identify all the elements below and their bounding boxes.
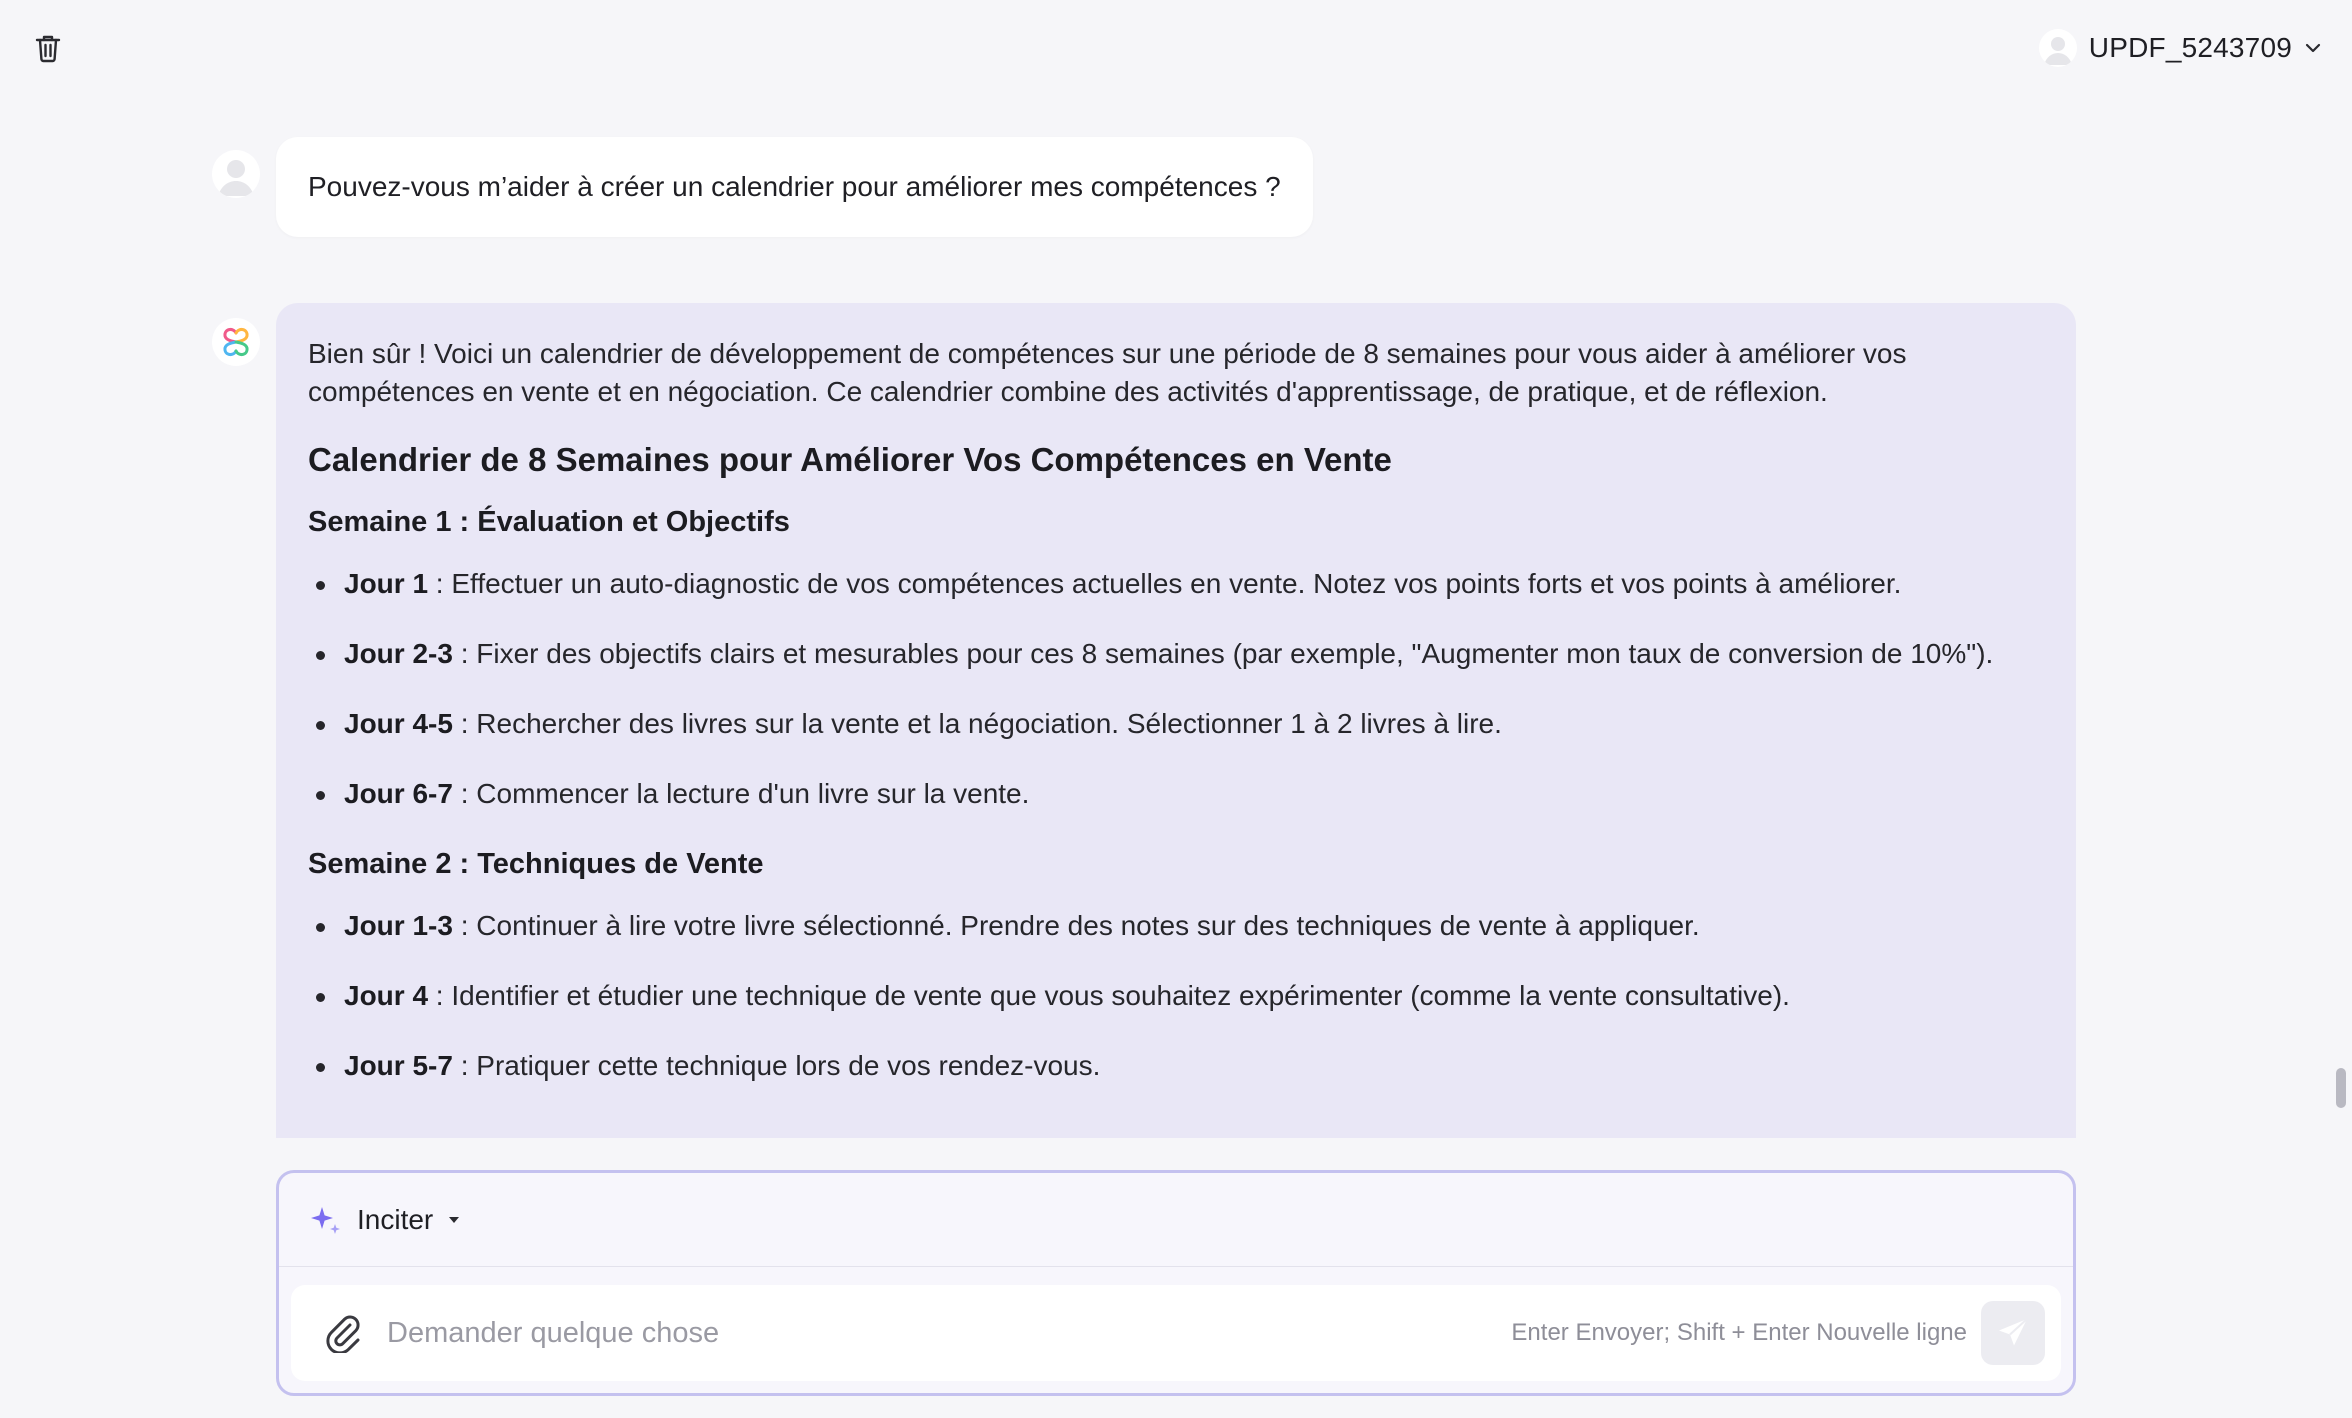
list-item: [308, 565, 2044, 603]
ai-logo-icon: [219, 325, 253, 359]
day-label: Jour 4: [344, 980, 429, 1011]
day-text: : Commencer la lecture d'un livre sur la vente.: [452, 778, 1030, 809]
caret-down-icon: [447, 1215, 461, 1225]
list-item: [308, 1047, 2044, 1085]
day-text: : Fixer des objectifs clairs et mesurables pour ces 8 semaines (par exemple, "Augmenter mon taux de conversion de 10%").: [452, 638, 1994, 669]
list-item: [308, 977, 2044, 1015]
list-item: [308, 907, 2044, 945]
prompt-dropdown[interactable]: [279, 1173, 2073, 1267]
list-item: [308, 775, 2044, 813]
sparkle-icon: [309, 1204, 343, 1236]
composer: [276, 1170, 2076, 1396]
day-label: Jour 5-7: [344, 1050, 453, 1081]
list-item: [308, 635, 2044, 673]
week-1-list: [308, 565, 2044, 813]
assistant-avatar: [212, 318, 260, 366]
scrollbar-thumb[interactable]: [2336, 1068, 2346, 1108]
message-input[interactable]: [385, 1316, 1511, 1351]
week-2-list: [308, 907, 2044, 1085]
day-text: : Identifier et étudier une technique de vente que vous souhaitez expérimenter (comme la vente consultative).: [428, 980, 1790, 1011]
keyboard-hint: Enter Envoyer; Shift + Enter Nouvelle ligne: [1511, 1319, 1967, 1346]
list-item: [308, 705, 2044, 743]
day-label: Jour 6-7: [344, 778, 453, 809]
day-text: : Rechercher des livres sur la vente et la négociation. Sélectionner 1 à 2 livres à lire.: [452, 708, 1502, 739]
message-input-area: [291, 1285, 2061, 1381]
day-label: Jour 1-3: [344, 910, 453, 941]
attach-button[interactable]: [319, 1309, 367, 1357]
calendar-title: Calendrier de 8 Semaines pour Améliorer Vos Compétences en Vente: [308, 441, 1392, 478]
assistant-intro: Bien sûr ! Voici un calendrier de développement de compétences sur une période de 8 semaines pour vous aider à améliorer vos compétences en vente et en négociation. Ce calendrier combine des activités d'apprentissage, de pratique, et de réflexion.: [308, 338, 1907, 407]
day-text: : Effectuer un auto-diagnostic de vos compétences actuelles en vente. Notez vos points forts et vos points à améliorer.: [428, 568, 1902, 599]
send-button[interactable]: [1981, 1301, 2045, 1365]
send-icon: [1996, 1316, 2030, 1350]
day-label: Jour 2-3: [344, 638, 453, 669]
day-label: Jour 4-5: [344, 708, 453, 739]
day-text: : Continuer à lire votre livre sélectionné. Prendre des notes sur des techniques de vente à appliquer.: [452, 910, 1700, 941]
day-label: Jour 1: [344, 568, 429, 599]
user-message: Pouvez-vous m’aider à créer un calendrier pour améliorer mes compétences ?: [276, 137, 1313, 237]
assistant-message: [276, 303, 2076, 1138]
day-text: : Pratiquer cette technique lors de vos rendez-vous.: [452, 1050, 1101, 1081]
week-heading: Semaine 2 : Techniques de Vente: [308, 848, 764, 880]
paperclip-icon: [325, 1313, 361, 1353]
week-heading: Semaine 1 : Évaluation et Objectifs: [308, 506, 790, 538]
user-avatar-icon: [212, 150, 260, 198]
username: UPDF_5243709: [2088, 32, 2292, 63]
prompt-label: Inciter: [357, 1203, 434, 1235]
user-message-avatar: [212, 150, 260, 198]
